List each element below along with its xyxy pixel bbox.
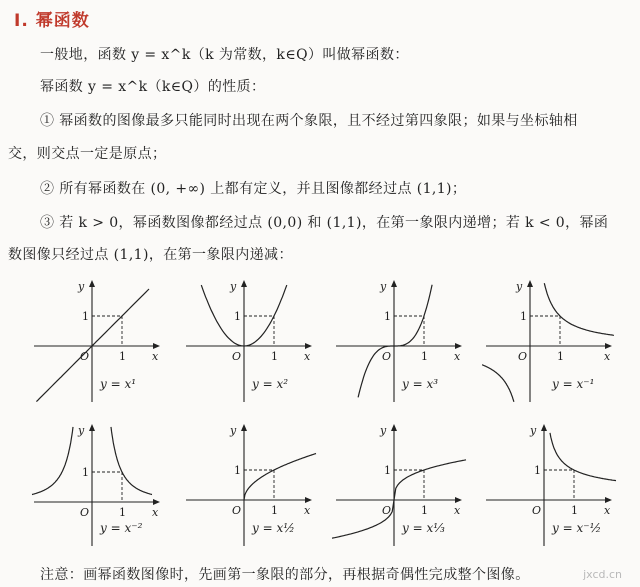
y-tick-label-1: 1	[82, 310, 89, 323]
x-tick-label-1: 1	[271, 350, 278, 363]
origin-label: O	[382, 350, 392, 363]
watermark-text: jxcd.cn	[583, 568, 622, 581]
y-axis-label: y	[530, 424, 537, 437]
graph-power-3	[332, 278, 470, 406]
y-axis-arrow	[89, 280, 95, 287]
origin-label: O	[382, 504, 392, 517]
x-axis-arrow	[153, 499, 160, 505]
graph-caption: y = x⁻½	[552, 521, 602, 535]
y-tick-label-1: 1	[520, 310, 527, 323]
x-axis-label: x	[152, 506, 159, 519]
section-title: I. 幂函数	[14, 11, 90, 31]
graph-caption: y = x⁻¹	[552, 377, 595, 391]
function-curve-branch-2	[544, 283, 614, 335]
x-axis-arrow	[305, 497, 312, 503]
y-axis-arrow	[541, 424, 547, 431]
x-axis-label: x	[604, 350, 611, 363]
graph-caption: y = x¹	[100, 377, 137, 391]
y-axis-label: y	[516, 280, 523, 293]
property-3-line-1: ③ 若 k > 0，幂函数图像都经过点 (0,0) 和 (1,1)，在第一象限内递增；若 k < 0，幂函	[40, 215, 609, 231]
graph-caption: y = x½	[252, 521, 295, 535]
x-axis-arrow	[605, 497, 612, 503]
x-tick-label-1: 1	[271, 504, 278, 517]
x-axis-arrow	[605, 343, 612, 349]
graph-caption: y = x³	[402, 377, 439, 391]
y-axis-arrow	[391, 424, 397, 431]
function-curve-branch-1	[482, 365, 514, 402]
graph-caption: y = x⅓	[402, 521, 445, 535]
graph-caption: y = x⁻²	[100, 521, 143, 535]
function-curve-branch-1	[550, 433, 616, 481]
x-axis-label: x	[152, 350, 159, 363]
x-tick-label-1: 1	[421, 504, 428, 517]
y-axis-label: y	[78, 424, 85, 437]
y-axis-arrow	[89, 424, 95, 431]
function-curve-branch-2	[111, 427, 152, 495]
origin-label: O	[518, 350, 528, 363]
x-axis-label: x	[604, 504, 611, 517]
origin-label: O	[80, 350, 90, 363]
y-tick-label-1: 1	[82, 466, 89, 479]
graph-power-third	[332, 422, 470, 550]
y-axis-arrow	[241, 424, 247, 431]
x-tick-label-1: 1	[421, 350, 428, 363]
x-axis-label: x	[454, 350, 461, 363]
properties-heading: 幂函数 y = x^k（k∈Q）的性质：	[40, 79, 266, 95]
graph-power-neg-half	[482, 422, 620, 550]
graph-power-half	[182, 422, 320, 550]
origin-label: O	[232, 350, 242, 363]
x-axis-arrow	[455, 497, 462, 503]
property-1-line-2: 交，则交点一定是原点；	[8, 146, 167, 162]
y-tick-label-1: 1	[234, 310, 241, 323]
y-tick-label-1: 1	[534, 464, 541, 477]
graph-power-2	[182, 278, 320, 406]
graph-caption: y = x²	[252, 377, 289, 391]
note-line: 注意：画幂函数图像时，先画第一象限的部分，再根据奇偶性完成整个图像。	[40, 567, 530, 583]
origin-label: O	[232, 504, 242, 517]
function-curve-branch-1	[244, 454, 316, 501]
x-axis-arrow	[153, 343, 160, 349]
x-axis-label: x	[304, 504, 311, 517]
property-3-line-2: 数图像只经过点 (1,1)，在第一象限内递减：	[8, 247, 293, 263]
x-axis-label: x	[304, 350, 311, 363]
x-axis-arrow	[455, 343, 462, 349]
x-tick-label-1: 1	[571, 504, 578, 517]
origin-label: O	[80, 506, 90, 519]
graph-power-1	[30, 278, 168, 406]
graph-power-neg2	[30, 422, 168, 550]
function-curve-branch-1	[32, 427, 73, 495]
y-axis-arrow	[391, 280, 397, 287]
property-2-line: ② 所有幂函数在 (0, +∞) 上都有定义，并且图像都经过点 (1,1)；	[40, 181, 467, 197]
y-tick-label-1: 1	[384, 464, 391, 477]
graph-power-neg1	[482, 278, 620, 406]
y-axis-label: y	[380, 280, 387, 293]
property-1-line-1: ① 幂函数的图像最多只能同时出现在两个象限，且不经过第四象限；如果与坐标轴相	[40, 113, 578, 129]
x-tick-label-1: 1	[557, 350, 564, 363]
x-tick-label-1: 1	[119, 350, 126, 363]
y-axis-label: y	[230, 424, 237, 437]
y-axis-label: y	[78, 280, 85, 293]
y-axis-label: y	[380, 424, 387, 437]
y-axis-arrow	[527, 280, 533, 287]
y-tick-label-1: 1	[384, 310, 391, 323]
x-axis-arrow	[305, 343, 312, 349]
y-tick-label-1: 1	[234, 464, 241, 477]
y-axis-arrow	[241, 280, 247, 287]
y-axis-label: y	[230, 280, 237, 293]
definition-line: 一般地，函数 y = x^k（k 为常数，k∈Q）叫做幂函数：	[40, 47, 409, 63]
x-tick-label-1: 1	[119, 506, 126, 519]
x-axis-label: x	[454, 504, 461, 517]
origin-label: O	[532, 504, 542, 517]
